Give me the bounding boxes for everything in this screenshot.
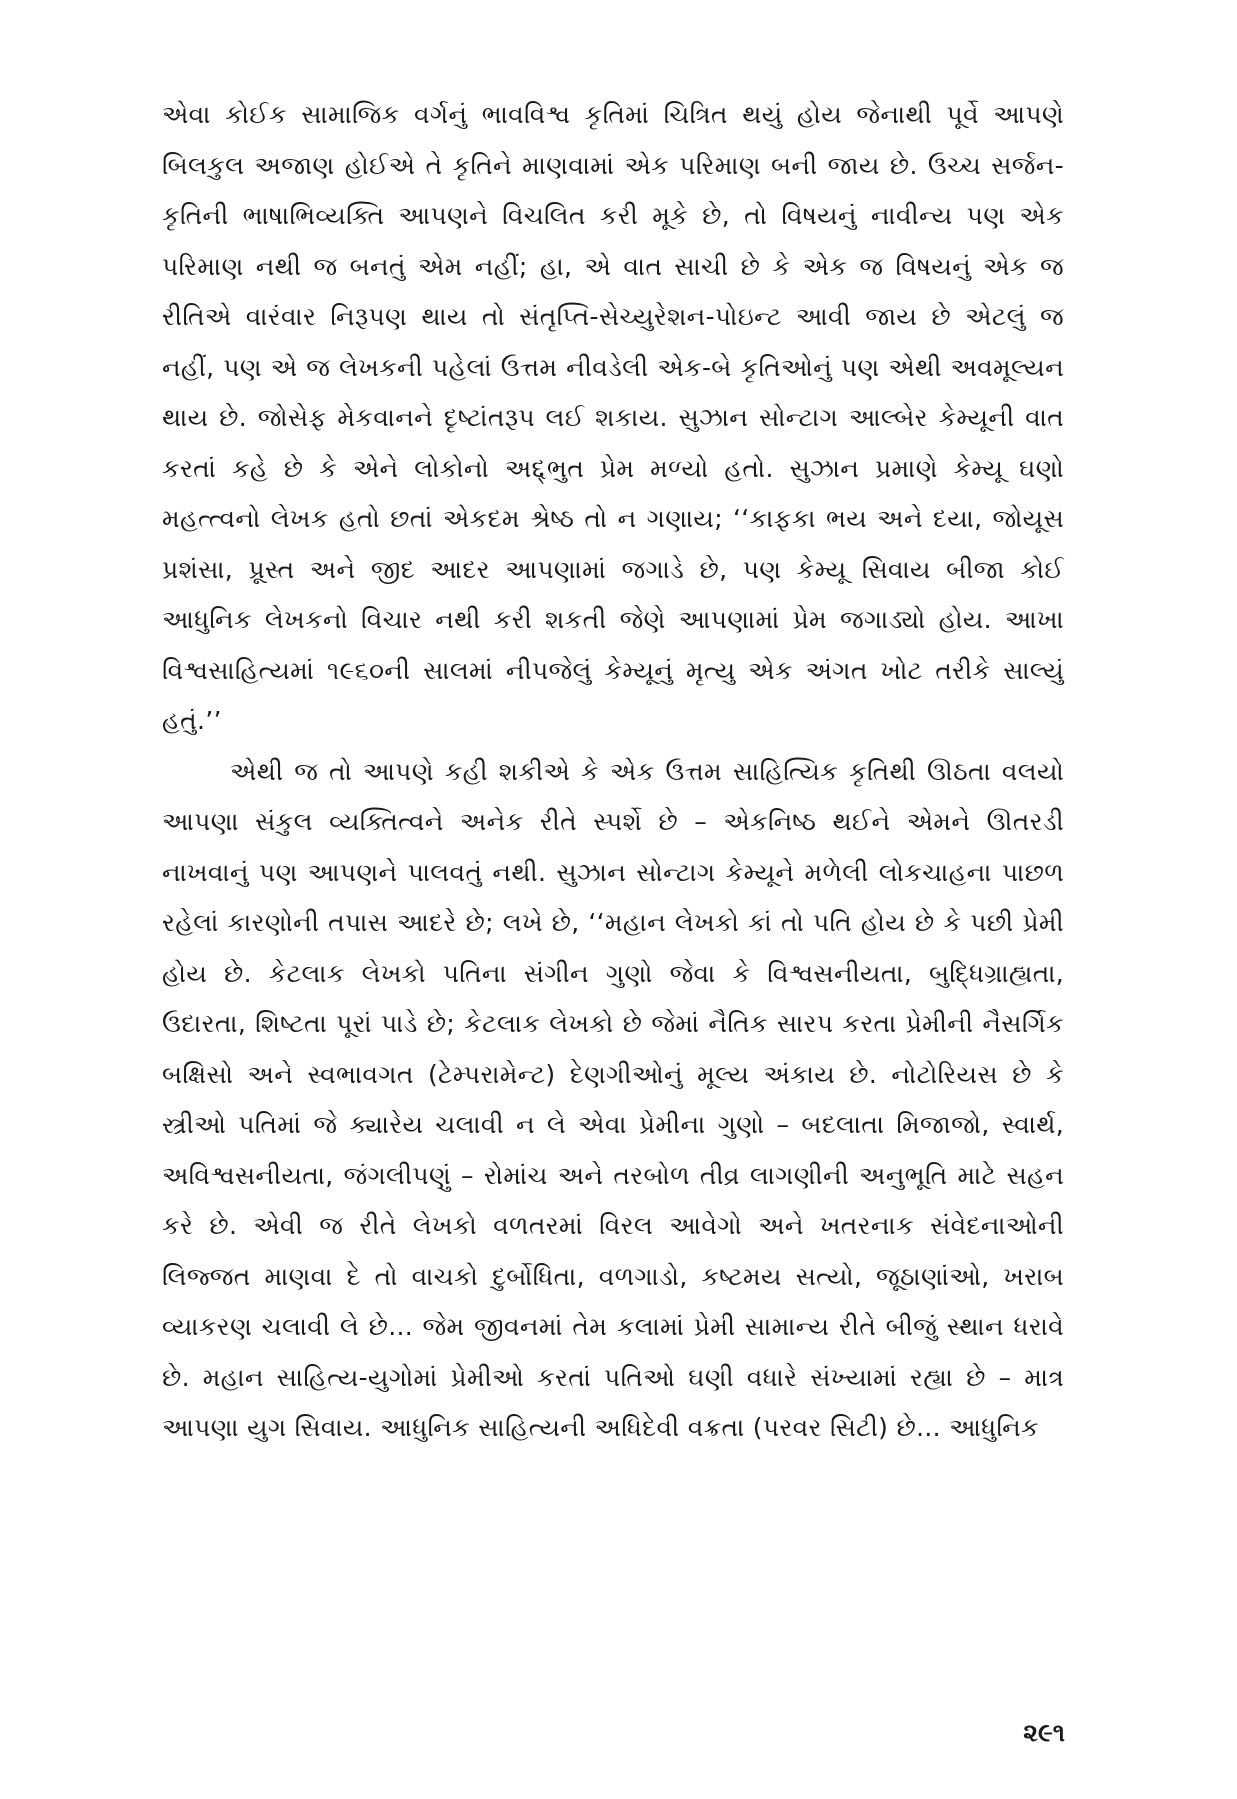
page-number: ૨૯૧ [1023, 1718, 1065, 1747]
paragraph-1: એવા કોઈક સામાજિક વર્ગનું ભાવવિશ્વ કૃતિમાં ચિત્રિત થયું હોય જેનાથી પૂર્વે આપણે બિલકુલ અજાણ હોઈએ તે કૃતિને માણવામાં એક પરિમાણ બની જાય છે. ઉચ્ચ સર્જન-કૃતિની ભાષાભિવ્યક્તિ આપણને વિચલિત કરી મૂકે છે, તો વિષયનું નાવીન્ય પણ એક પરિમાણ નથી જ બનતું એમ નહીં; હા, એ વાત સાચી છે કે એક જ વિષયનું એક જ રીતિએ વારંવાર નિરૂપણ થાય તો સંતૃપ્તિ-સેચ્યુરેશન-પોઇન્ટ આવી જાય છે એટલું જ નહીં, પણ એ જ લેખકની પહેલાં ઉત્તમ નીવડેલી એક-બે કૃતિઓનું પણ એથી અવમૂલ્યન થાય છે. જોસેફ મેકવાનને દૃષ્ટાંતરૂપ લઈ શકાય. સુઝાન સોન્ટાગ આલ્બેર કેમ્યૂની વાત કરતાં કહે છે કે એને લોકોનો અદ્દ્ભુત પ્રેમ મળ્યો હતો. સુઝાન પ્રમાણે કેમ્યૂ ઘણો મહત્ત્વનો લેખક હતો છતાં એકદમ શ્રેષ્ઠ તો ન ગણાય; ‘‘કાફકા ભય અને દયા, જોયૂસ પ્રશંસા, પ્રૂસ્ત અને જીદ આદર આપણામાં જગાડે છે, પણ કેમ્યૂ સિવાય બીજા કોઈ આધુનિક લેખકનો વિચાર નથી કરી શકતી જેણે આપણામાં પ્રેમ જગાડ્યો હોય. આખા વિશ્વસાહિત્યમાં ૧૯૬૦ની સાલમાં નીપજેલું કેમ્યૂનું મૃત્યુ એક અંગત ખોટ તરીકે સાલ્યું હતું.’’ [162, 100, 1064, 735]
paragraph-2: એથી જ તો આપણે કહી શકીએ કે એક ઉત્તમ સાહિત્યિક કૃતિથી ઊઠતા વલયો આપણા સંકુલ વ્યક્તિત્વને અનેક રીતે સ્પર્શે છે – એકનિષ્ઠ થઈને એમને ઊતરડી નાખવાનું પણ આપણને પાલવતું નથી. સુઝાન સોન્ટાગ કેમ્યૂને મળેલી લોકચાહના પાછળ રહેલાં કારણોની તપાસ આદરે છે; લખે છે, ‘‘મહાન લેખકો કાં તો પતિ હોય છે કે પછી પ્રેમી હોય છે. કેટલાક લેખકો પતિના સંગીન ગુણો જેવા કે વિશ્વસનીયતા, બુદ્ધિગ્રાહ્યતા, ઉદારતા, શિષ્ટતા પૂરાં પાડે છે; કેટલાક લેખકો છે જેમાં નૈતિક સારપ કરતા પ્રેમીની નૈસર્ગિક બક્ષિસો અને સ્વભાવગત (ટેમ્પરામેન્ટ) દેણગીઓનું મૂલ્ય અંકાય છે. નોટોરિયસ છે કે સ્ત્રીઓ પતિમાં જે ક્યારેય ચલાવી ન લે એવા પ્રેમીના ગુણો – બદલાતા મિજાજો, સ્વાર્થ, અવિશ્વસનીયતા, જંગલીપણું – રોમાંચ અને તરબોળ તીવ્ર લાગણીની અનુભૂતિ માટે સહન કરે છે. એવી જ રીતે લેખકો વળતરમાં વિરલ આવેગો અને ખતરનાક સંવેદનાઓની લિજ્જત માણવા દે તો વાચકો દુર્બોધિતા, વળગાડો, કષ્ટમય સત્યો, જૂઠાણાંઓ, ખરાબ વ્યાકરણ ચલાવી લે છે... જેમ જીવનમાં તેમ કલામાં પ્રેમી સામાન્ય રીતે બીજું સ્થાન ધરાવે છે. મહાન સાહિત્ય-યુગોમાં પ્રેમીઓ કરતાં પતિઓ ઘણી વધારે સંખ્યામાં રહ્યા છે – માત્ર આપણા યુગ સિવાય. આધુનિક સાહિત્યની અધિદેવી વક્રતા (પરવર સિટી) છે... આધુનિક [162, 756, 1064, 1442]
body-text [162, 90, 1064, 1454]
